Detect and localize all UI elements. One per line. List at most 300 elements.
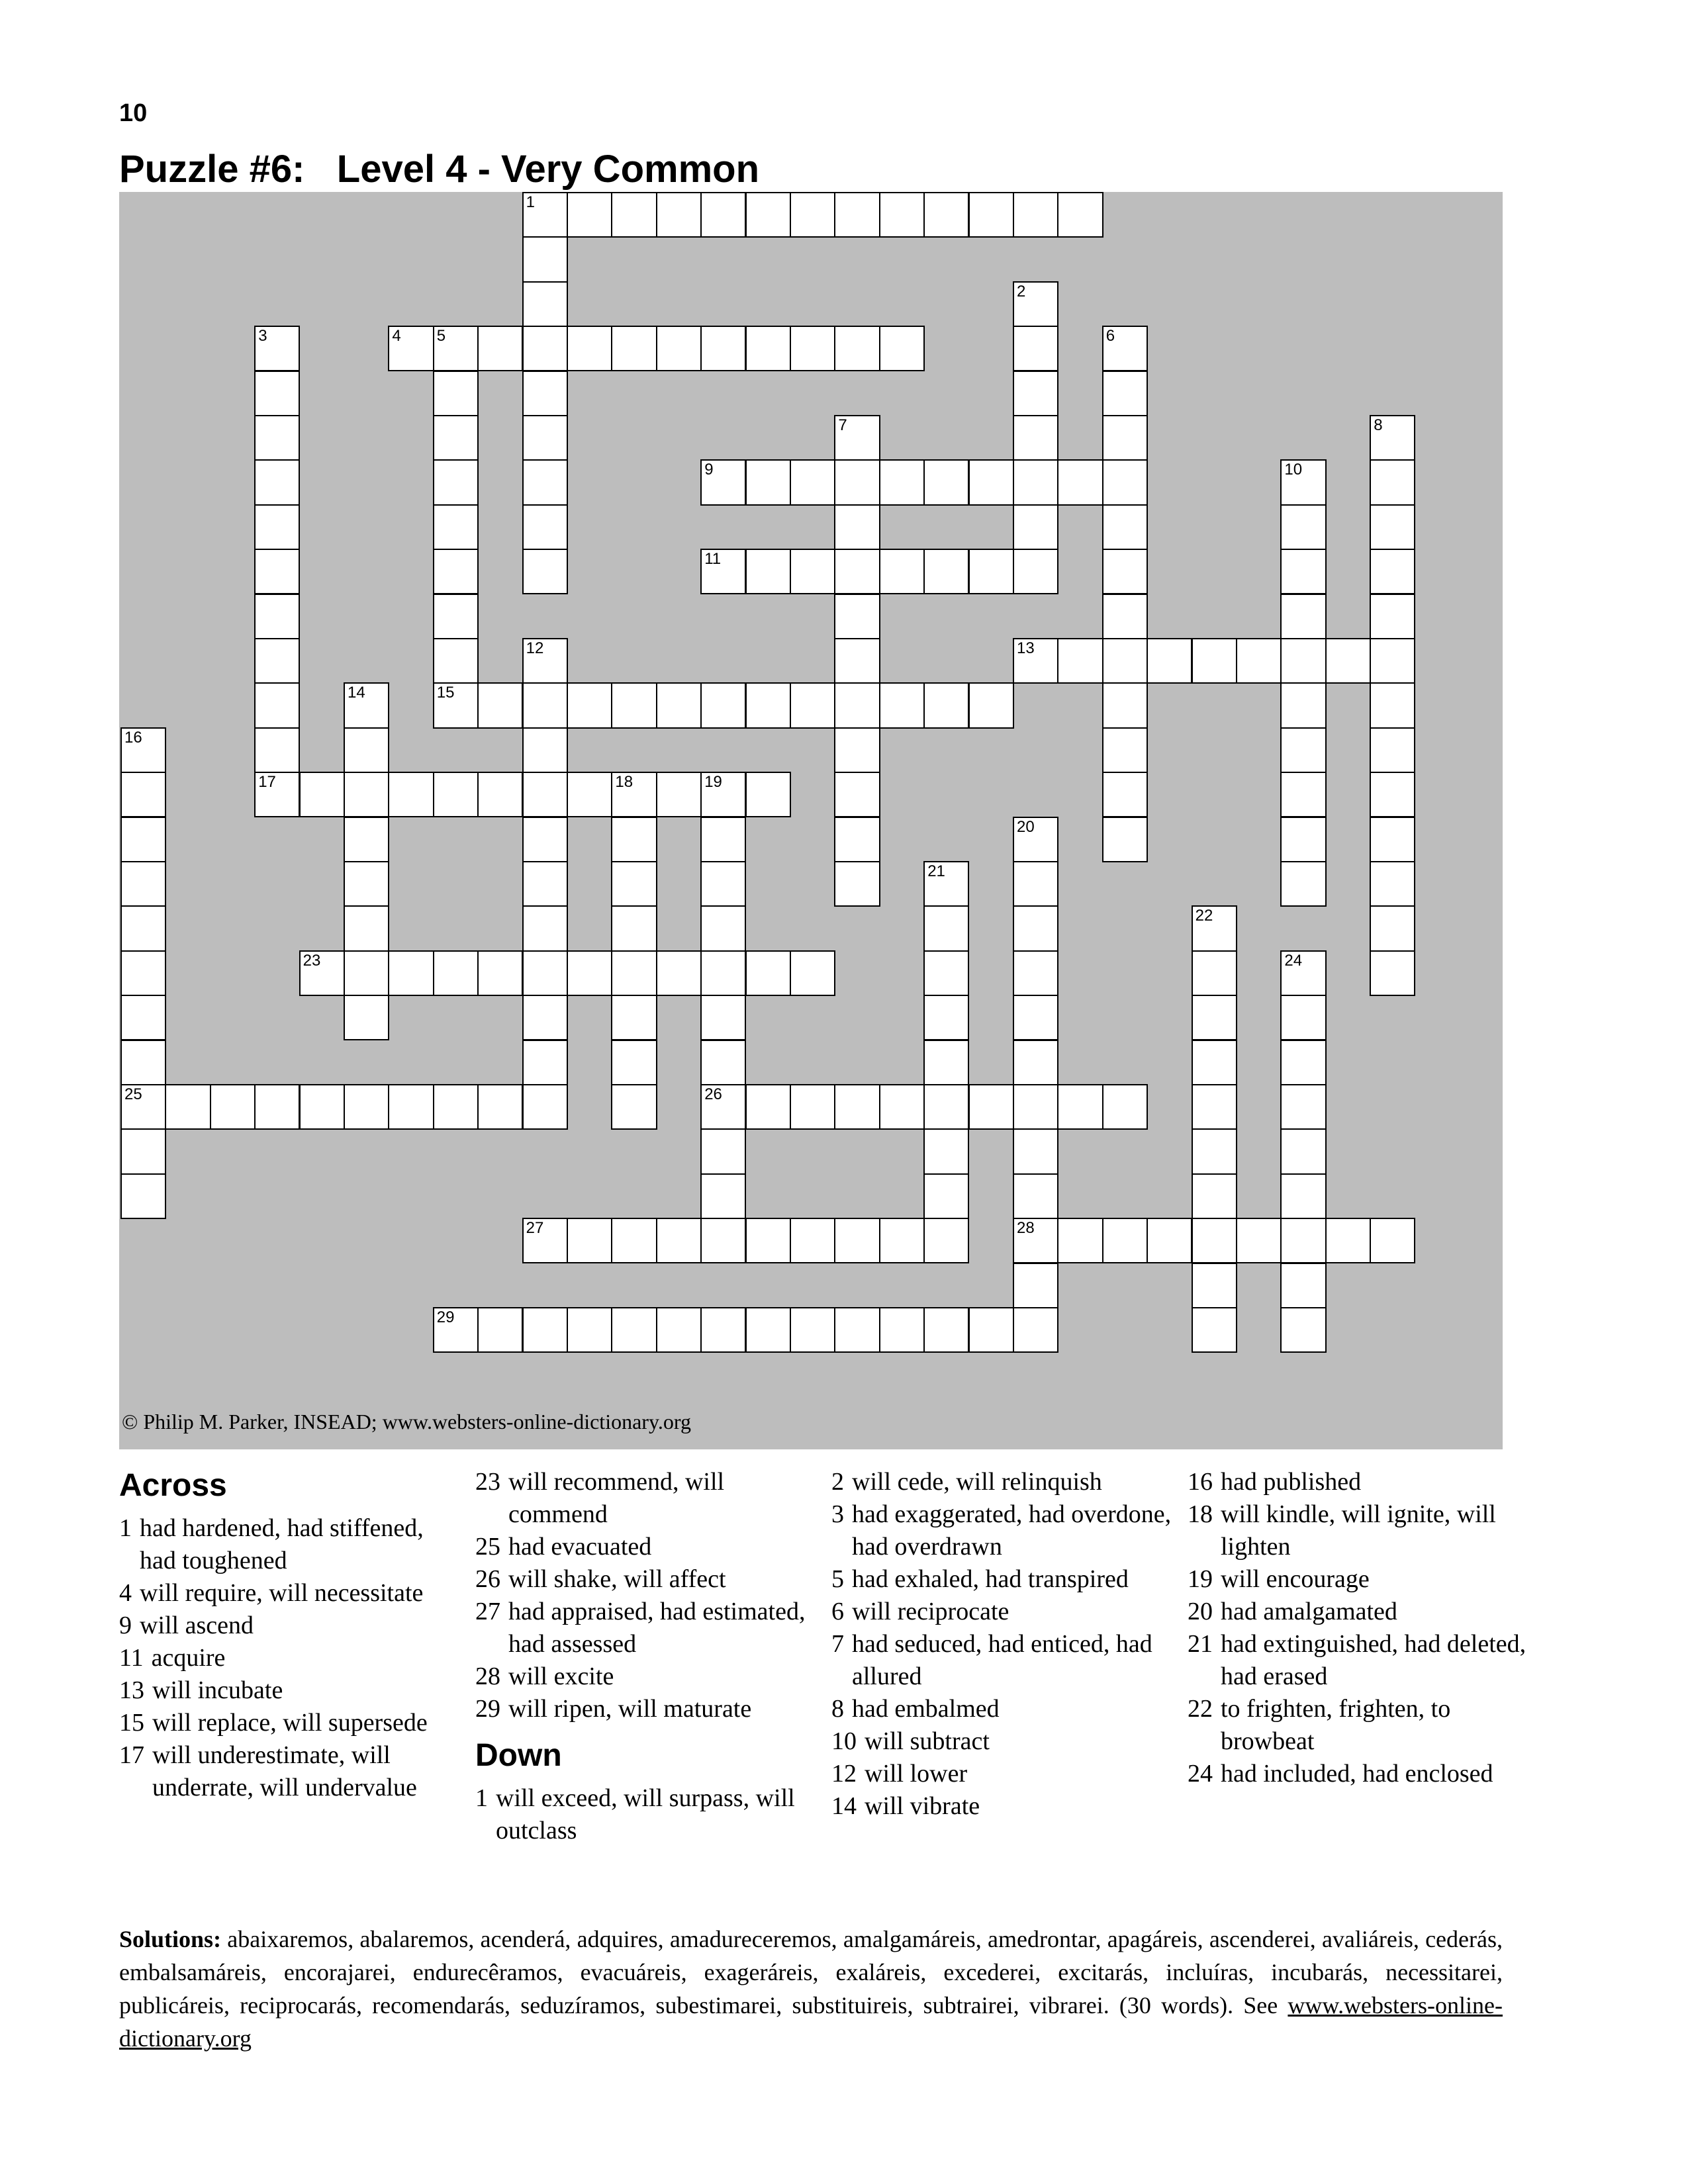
grid-cell[interactable] <box>1013 459 1058 505</box>
grid-cell[interactable] <box>1013 1173 1058 1219</box>
grid-cell[interactable] <box>745 549 791 594</box>
grid-cell[interactable] <box>344 995 389 1040</box>
grid-cell[interactable] <box>388 772 434 817</box>
grid-cell[interactable] <box>1102 638 1148 684</box>
grid-cell[interactable] <box>656 192 702 238</box>
grid-cell[interactable] <box>1192 905 1237 951</box>
grid-cell[interactable] <box>611 1307 657 1353</box>
grid-cell[interactable] <box>790 1307 835 1353</box>
grid-cell[interactable] <box>1280 1128 1326 1174</box>
grid-cell[interactable] <box>433 950 479 996</box>
grid-cell[interactable] <box>1370 682 1415 728</box>
grid-cell[interactable] <box>923 905 969 951</box>
grid-cell[interactable] <box>567 192 612 238</box>
grid-cell[interactable] <box>344 772 389 817</box>
grid-cell[interactable] <box>879 682 925 728</box>
clue-item <box>119 1577 463 1610</box>
grid-cell[interactable] <box>1102 326 1148 371</box>
grid-cell[interactable] <box>790 459 835 505</box>
grid-cell[interactable] <box>1370 594 1415 639</box>
grid-cell[interactable] <box>1192 638 1237 684</box>
grid-cell[interactable] <box>790 192 835 238</box>
grid-cell[interactable] <box>344 817 389 862</box>
grid-cell[interactable] <box>1236 638 1282 684</box>
grid-cell[interactable] <box>611 1218 657 1263</box>
grid-cell[interactable] <box>522 905 568 951</box>
grid-cell[interactable] <box>834 549 880 594</box>
grid-cell[interactable] <box>1370 549 1415 594</box>
grid-cell[interactable] <box>1013 905 1058 951</box>
grid-cell[interactable] <box>254 459 300 505</box>
grid-cell[interactable] <box>1013 995 1058 1040</box>
grid-cell[interactable] <box>700 1084 746 1130</box>
grid-cell[interactable] <box>834 772 880 817</box>
grid-cell[interactable] <box>522 281 568 327</box>
grid-cell[interactable] <box>120 1040 166 1085</box>
grid-cell[interactable] <box>344 861 389 907</box>
grid-cell[interactable] <box>968 192 1014 238</box>
grid-cell[interactable] <box>700 459 746 505</box>
grid-cell[interactable] <box>433 1307 479 1353</box>
grid-cell[interactable] <box>1370 638 1415 684</box>
grid-cell[interactable] <box>790 950 835 996</box>
grid-cell[interactable] <box>700 682 746 728</box>
grid-cell[interactable] <box>120 1128 166 1174</box>
grid-cell[interactable] <box>790 549 835 594</box>
grid-cell[interactable] <box>344 950 389 996</box>
grid-cell[interactable] <box>1280 1173 1326 1219</box>
grid-cell[interactable] <box>1192 1307 1237 1353</box>
grid-cell[interactable] <box>1280 504 1326 550</box>
grid-cell[interactable] <box>700 1307 746 1353</box>
grid-cell[interactable] <box>120 772 166 817</box>
grid-cell[interactable] <box>700 326 746 371</box>
grid-cell[interactable] <box>1057 1084 1103 1130</box>
grid-cell[interactable] <box>254 371 300 416</box>
grid-cell[interactable] <box>344 727 389 773</box>
grid-cell[interactable] <box>968 459 1014 505</box>
grid-cell[interactable] <box>745 950 791 996</box>
clue-column-4 <box>1188 1466 1532 1790</box>
grid-cell[interactable] <box>254 1084 300 1130</box>
grid-cell[interactable] <box>1370 459 1415 505</box>
grid-cell[interactable] <box>923 192 969 238</box>
grid-cell[interactable] <box>433 594 479 639</box>
grid-cell[interactable] <box>923 1173 969 1219</box>
grid-cell[interactable] <box>120 727 166 773</box>
grid-cell[interactable] <box>790 1218 835 1263</box>
grid-cell[interactable] <box>879 1307 925 1353</box>
grid-cell[interactable] <box>165 1084 211 1130</box>
grid-cell[interactable] <box>700 1173 746 1219</box>
grid-cell[interactable] <box>745 1307 791 1353</box>
grid-cell[interactable] <box>1013 1307 1058 1353</box>
grid-cell[interactable] <box>567 772 612 817</box>
grid-cell[interactable] <box>1013 1218 1058 1263</box>
clue-item-text: will cede, will relinquish <box>852 1468 1102 1496</box>
grid-cell[interactable] <box>254 638 300 684</box>
grid-cell[interactable] <box>1325 638 1371 684</box>
grid-cell[interactable] <box>567 1218 612 1263</box>
grid-cell[interactable] <box>700 995 746 1040</box>
grid-cell[interactable] <box>254 682 300 728</box>
grid-cell[interactable] <box>120 905 166 951</box>
grid-cell[interactable] <box>1013 549 1058 594</box>
grid-cell[interactable] <box>834 192 880 238</box>
grid-cell[interactable] <box>834 638 880 684</box>
grid-cell[interactable] <box>745 326 791 371</box>
grid-cell[interactable] <box>522 772 568 817</box>
grid-cell[interactable] <box>1102 415 1148 461</box>
grid-cell[interactable] <box>433 638 479 684</box>
grid-cell[interactable] <box>923 1307 969 1353</box>
grid-cell[interactable] <box>745 1084 791 1130</box>
grid-cell[interactable] <box>879 1218 925 1263</box>
grid-cell[interactable] <box>433 415 479 461</box>
grid-cell[interactable] <box>656 326 702 371</box>
grid-cell[interactable] <box>1013 192 1058 238</box>
grid-cell[interactable] <box>522 682 568 728</box>
grid-cell[interactable] <box>1280 459 1326 505</box>
clue-number: 1 <box>526 193 535 211</box>
grid-cell[interactable] <box>433 504 479 550</box>
grid-cell[interactable] <box>1370 504 1415 550</box>
grid-cell[interactable] <box>1280 1307 1326 1353</box>
grid-cell[interactable] <box>923 1040 969 1085</box>
grid-cell[interactable] <box>700 549 746 594</box>
grid-cell[interactable] <box>522 415 568 461</box>
grid-cell[interactable] <box>433 1084 479 1130</box>
grid-cell[interactable] <box>923 1084 969 1130</box>
grid-cell[interactable] <box>745 682 791 728</box>
grid-cell[interactable] <box>923 459 969 505</box>
grid-cell[interactable] <box>700 861 746 907</box>
grid-cell[interactable] <box>477 1307 523 1353</box>
grid-cell[interactable] <box>1057 638 1103 684</box>
grid-cell[interactable] <box>254 727 300 773</box>
grid-cell[interactable] <box>522 995 568 1040</box>
grid-cell[interactable] <box>1102 549 1148 594</box>
grid-cell[interactable] <box>120 1084 166 1130</box>
grid-cell[interactable] <box>745 192 791 238</box>
grid-cell[interactable] <box>1370 727 1415 773</box>
grid-cell[interactable] <box>1280 682 1326 728</box>
grid-cell[interactable] <box>344 1084 389 1130</box>
grid-cell[interactable] <box>254 415 300 461</box>
grid-cell[interactable] <box>522 638 568 684</box>
grid-cell[interactable] <box>1280 1218 1326 1263</box>
grid-cell[interactable] <box>611 1084 657 1130</box>
grid-cell[interactable] <box>923 861 969 907</box>
grid-cell[interactable] <box>923 950 969 996</box>
grid-cell[interactable] <box>923 549 969 594</box>
grid-cell[interactable] <box>656 1307 702 1353</box>
grid-cell[interactable] <box>522 1040 568 1085</box>
grid-cell[interactable] <box>388 326 434 371</box>
grid-cell[interactable] <box>433 326 479 371</box>
grid-cell[interactable] <box>834 1218 880 1263</box>
grid-cell[interactable] <box>790 682 835 728</box>
grid-cell[interactable] <box>1013 638 1058 684</box>
grid-cell[interactable] <box>790 1084 835 1130</box>
grid-cell[interactable] <box>1192 950 1237 996</box>
grid-cell[interactable] <box>1280 549 1326 594</box>
clue-item-text: had amalgamated <box>1221 1598 1397 1625</box>
grid-cell[interactable] <box>656 950 702 996</box>
grid-cell[interactable] <box>611 995 657 1040</box>
grid-cell[interactable] <box>968 549 1014 594</box>
clue-number: 22 <box>1195 907 1213 925</box>
grid-cell[interactable] <box>210 1084 256 1130</box>
grid-cell[interactable] <box>879 192 925 238</box>
grid-cell[interactable] <box>700 1128 746 1174</box>
grid-cell[interactable] <box>433 772 479 817</box>
grid-cell[interactable] <box>1013 861 1058 907</box>
grid-cell[interactable] <box>477 326 523 371</box>
grid-cell[interactable] <box>923 1218 969 1263</box>
grid-cell[interactable] <box>656 1218 702 1263</box>
grid-cell[interactable] <box>790 326 835 371</box>
grid-cell[interactable] <box>1102 682 1148 728</box>
grid-cell[interactable] <box>879 1084 925 1130</box>
grid-cell[interactable] <box>567 326 612 371</box>
grid-cell[interactable] <box>1370 415 1415 461</box>
grid-cell[interactable] <box>1102 371 1148 416</box>
grid-cell[interactable] <box>120 861 166 907</box>
grid-cell[interactable] <box>522 236 568 282</box>
grid-cell[interactable] <box>834 459 880 505</box>
grid-cell[interactable] <box>120 817 166 862</box>
grid-cell[interactable] <box>968 1307 1014 1353</box>
grid-cell[interactable] <box>834 504 880 550</box>
grid-cell[interactable] <box>254 594 300 639</box>
grid-cell[interactable] <box>522 549 568 594</box>
grid-cell[interactable] <box>611 192 657 238</box>
grid-cell[interactable] <box>388 1084 434 1130</box>
grid-cell[interactable] <box>1013 950 1058 996</box>
grid-cell[interactable] <box>388 950 434 996</box>
grid-cell[interactable] <box>1013 326 1058 371</box>
clue-item-text: had exaggerated, had overdone, had overdrawn <box>852 1500 1172 1561</box>
grid-cell[interactable] <box>1013 817 1058 862</box>
clue-number: 24 <box>1284 951 1303 970</box>
grid-cell[interactable] <box>1192 1263 1237 1308</box>
clue-number: 12 <box>526 639 544 657</box>
grid-cell[interactable] <box>1102 459 1148 505</box>
clue-item-text: will subtract <box>865 1727 990 1755</box>
grid-cell[interactable] <box>433 549 479 594</box>
grid-cell[interactable] <box>923 682 969 728</box>
grid-cell[interactable] <box>611 682 657 728</box>
grid-cell[interactable] <box>1280 1040 1326 1085</box>
grid-cell[interactable] <box>700 772 746 817</box>
grid-cell[interactable] <box>834 682 880 728</box>
grid-cell[interactable] <box>700 950 746 996</box>
grid-cell[interactable] <box>1236 1218 1282 1263</box>
grid-cell[interactable] <box>745 772 791 817</box>
grid-cell[interactable] <box>656 772 702 817</box>
grid-cell[interactable] <box>1057 1218 1103 1263</box>
grid-cell[interactable] <box>1102 727 1148 773</box>
grid-cell[interactable] <box>344 682 389 728</box>
grid-cell[interactable] <box>477 772 523 817</box>
grid-cell[interactable] <box>1370 772 1415 817</box>
grid-cell[interactable] <box>433 371 479 416</box>
grid-cell[interactable] <box>1280 995 1326 1040</box>
grid-cell[interactable] <box>611 950 657 996</box>
grid-cell[interactable] <box>745 459 791 505</box>
grid-cell[interactable] <box>879 326 925 371</box>
grid-cell[interactable] <box>700 817 746 862</box>
grid-cell[interactable] <box>1325 1218 1371 1263</box>
grid-cell[interactable] <box>254 772 300 817</box>
grid-cell[interactable] <box>700 1040 746 1085</box>
grid-cell[interactable] <box>1102 1084 1148 1130</box>
grid-cell[interactable] <box>1280 638 1326 684</box>
grid-cell[interactable] <box>1102 1218 1148 1263</box>
grid-cell[interactable] <box>254 549 300 594</box>
grid-cell[interactable] <box>1102 504 1148 550</box>
grid-cell[interactable] <box>299 1084 345 1130</box>
grid-cell[interactable] <box>611 861 657 907</box>
grid-cell[interactable] <box>834 1084 880 1130</box>
grid-cell[interactable] <box>700 192 746 238</box>
grid-cell[interactable] <box>567 682 612 728</box>
grid-cell[interactable] <box>522 817 568 862</box>
clue-item <box>119 1707 463 1739</box>
grid-cell[interactable] <box>477 682 523 728</box>
grid-cell[interactable] <box>522 459 568 505</box>
grid-cell[interactable] <box>700 905 746 951</box>
grid-cell[interactable] <box>254 504 300 550</box>
grid-cell[interactable] <box>834 594 880 639</box>
grid-cell[interactable] <box>834 727 880 773</box>
grid-cell[interactable] <box>120 1173 166 1219</box>
grid-cell[interactable] <box>522 1307 568 1353</box>
grid-cell[interactable] <box>834 415 880 461</box>
grid-cell[interactable] <box>1013 1128 1058 1174</box>
grid-cell[interactable] <box>968 682 1014 728</box>
grid-cell[interactable] <box>1102 817 1148 862</box>
grid-cell[interactable] <box>1013 415 1058 461</box>
grid-cell[interactable] <box>656 682 702 728</box>
grid-cell[interactable] <box>567 1307 612 1353</box>
grid-cell[interactable] <box>1013 281 1058 327</box>
grid-cell[interactable] <box>433 682 479 728</box>
grid-cell[interactable] <box>254 326 300 371</box>
grid-cell[interactable] <box>522 727 568 773</box>
grid-cell[interactable] <box>1147 1218 1192 1263</box>
clue-number: 10 <box>1284 461 1303 479</box>
grid-cell[interactable] <box>522 192 568 238</box>
grid-cell[interactable] <box>1102 594 1148 639</box>
grid-cell[interactable] <box>1370 1218 1415 1263</box>
grid-cell[interactable] <box>1013 1040 1058 1085</box>
grid-cell[interactable] <box>1280 727 1326 773</box>
grid-cell[interactable] <box>1192 1128 1237 1174</box>
grid-cell[interactable] <box>299 772 345 817</box>
grid-cell[interactable] <box>879 459 925 505</box>
clue-item-number: 7 <box>831 1630 844 1658</box>
grid-cell[interactable] <box>1147 638 1192 684</box>
grid-cell[interactable] <box>834 861 880 907</box>
grid-cell[interactable] <box>477 1084 523 1130</box>
grid-cell[interactable] <box>120 995 166 1040</box>
clue-item <box>1188 1563 1532 1596</box>
grid-cell[interactable] <box>1013 371 1058 416</box>
grid-cell[interactable] <box>834 326 880 371</box>
dictionary-link[interactable]: www.websters-online-dictionary.org <box>119 1992 1503 2052</box>
grid-cell[interactable] <box>522 861 568 907</box>
grid-cell[interactable] <box>1013 1263 1058 1308</box>
grid-cell[interactable] <box>1280 1263 1326 1308</box>
grid-cell[interactable] <box>700 1218 746 1263</box>
grid-cell[interactable] <box>1192 1173 1237 1219</box>
grid-cell[interactable] <box>522 504 568 550</box>
grid-cell[interactable] <box>522 1218 568 1263</box>
grid-cell[interactable] <box>1280 861 1326 907</box>
grid-cell[interactable] <box>611 326 657 371</box>
grid-cell[interactable] <box>1057 192 1103 238</box>
grid-cell[interactable] <box>477 950 523 996</box>
grid-cell[interactable] <box>1192 1084 1237 1130</box>
clue-item-text: will excite <box>508 1662 614 1690</box>
clue-number: 9 <box>704 461 714 479</box>
grid-cell[interactable] <box>1192 1218 1237 1263</box>
grid-cell[interactable] <box>834 817 880 862</box>
grid-cell[interactable] <box>1370 817 1415 862</box>
grid-cell[interactable] <box>433 459 479 505</box>
grid-cell[interactable] <box>611 1040 657 1085</box>
grid-cell[interactable] <box>1280 817 1326 862</box>
grid-cell[interactable] <box>745 1218 791 1263</box>
grid-cell[interactable] <box>1370 905 1415 951</box>
grid-cell[interactable] <box>611 905 657 951</box>
clue-item-number: 26 <box>475 1565 500 1593</box>
grid-cell[interactable] <box>1013 1084 1058 1130</box>
grid-cell[interactable] <box>923 1128 969 1174</box>
grid-cell[interactable] <box>522 950 568 996</box>
grid-cell[interactable] <box>1370 861 1415 907</box>
grid-cell[interactable] <box>344 905 389 951</box>
clue-item-text: will shake, will affect <box>508 1565 726 1593</box>
grid-cell[interactable] <box>834 1307 880 1353</box>
grid-cell[interactable] <box>968 1084 1014 1130</box>
grid-cell[interactable] <box>299 950 345 996</box>
grid-cell[interactable] <box>1280 594 1326 639</box>
grid-cell[interactable] <box>120 950 166 996</box>
grid-cell[interactable] <box>1192 1040 1237 1085</box>
grid-cell[interactable] <box>1057 459 1103 505</box>
grid-cell[interactable] <box>567 950 612 996</box>
grid-cell[interactable] <box>522 371 568 416</box>
grid-cell[interactable] <box>1192 995 1237 1040</box>
grid-cell[interactable] <box>1280 1084 1326 1130</box>
grid-cell[interactable] <box>522 326 568 371</box>
clue-item-text: will reciprocate <box>852 1598 1009 1625</box>
grid-cell[interactable] <box>923 995 969 1040</box>
grid-cell[interactable] <box>1013 504 1058 550</box>
grid-cell[interactable] <box>879 549 925 594</box>
grid-cell[interactable] <box>1280 950 1326 996</box>
grid-cell[interactable] <box>1102 772 1148 817</box>
grid-cell[interactable] <box>522 1084 568 1130</box>
grid-cell[interactable] <box>611 772 657 817</box>
clue-item <box>1188 1693 1532 1758</box>
grid-cell[interactable] <box>1280 772 1326 817</box>
grid-cell[interactable] <box>611 817 657 862</box>
grid-cell[interactable] <box>1370 950 1415 996</box>
